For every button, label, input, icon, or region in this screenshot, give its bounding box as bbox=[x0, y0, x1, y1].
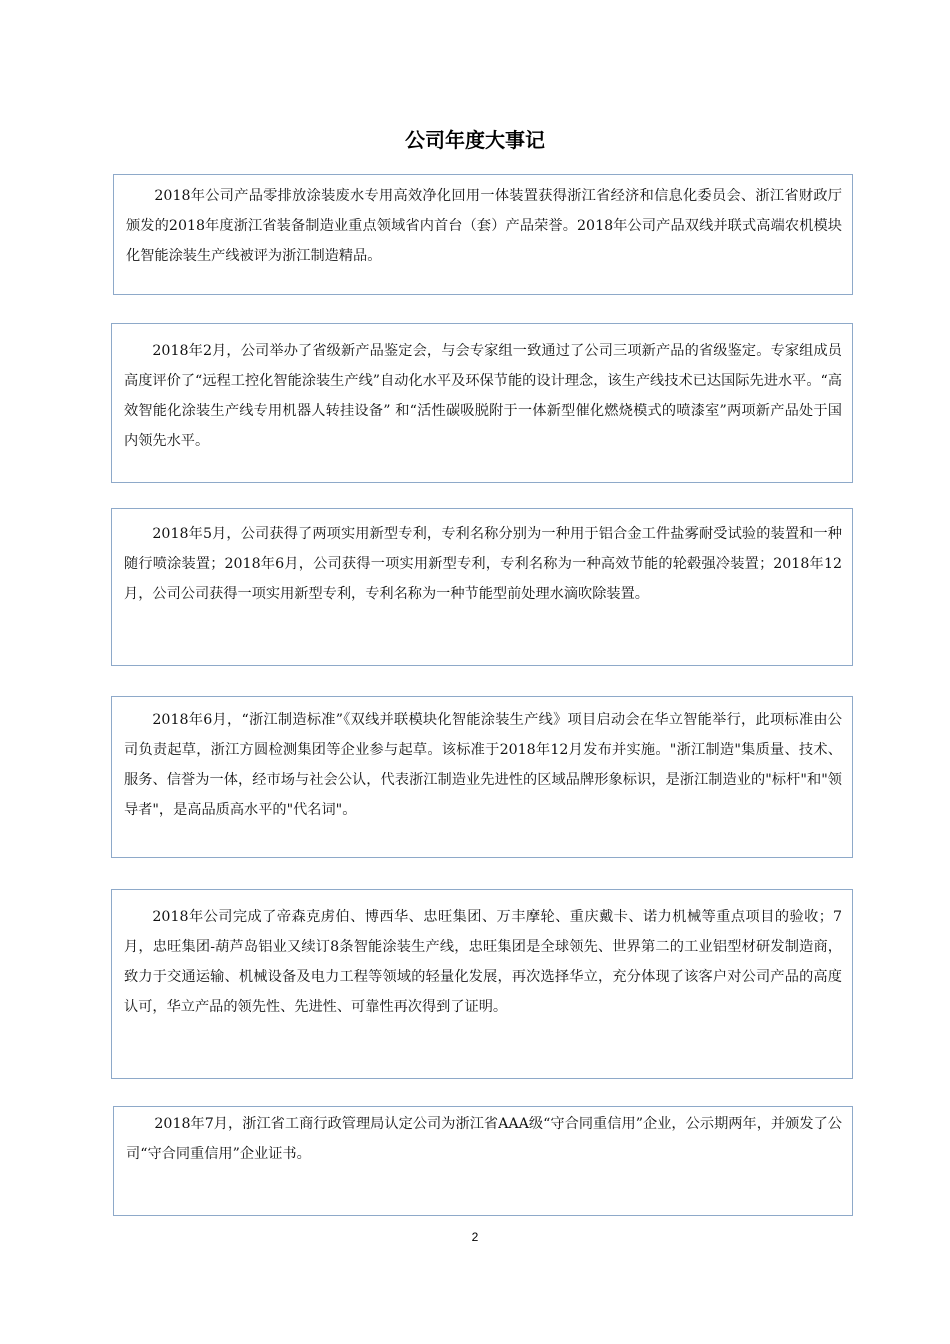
event-text: 2018年公司产品零排放涂装废水专用高效净化回用一体装置获得浙江省经济和信息化委员会、浙江省财政厅颁发的2018年度浙江省装备制造业重点领域省内首台（套）产品荣誉。2018年公司产品双线并联式高端农机模块化智能涂装生产线被评为浙江制造精品。 bbox=[126, 188, 842, 264]
event-text: 2018年2月，公司举办了省级新产品鉴定会，与会专家组一致通过了公司三项新产品的省级鉴定。专家组成员高度评价了“远程工控化智能涂装生产线”自动化水平及环保节能的设计理念，该生产线技术已达国际先进水平。“高效智能化涂装生产线专用机器人转挂设备” 和“活性碳吸脱附于一体新型催化燃烧模式的喷漆室”两项新产品处于国内领先水平。 bbox=[124, 343, 842, 449]
event-text: 2018年5月，公司获得了两项实用新型专利，专利名称分别为一种用于铝合金工件盐雾耐受试验的装置和一种随行喷涂装置；2018年6月，公司获得一项实用新型专利，专利名称为一种高效节能的轮毂强冷装置；2018年12月，公司公司获得一项实用新型专利，专利名称为一种节能型前处理水滴吹除装置。 bbox=[124, 526, 842, 602]
event-box-2018-project-acceptance bbox=[111, 889, 853, 1079]
event-text: 2018年6月，“浙江制造标准”《双线并联模块化智能涂装生产线》项目启动会在华立智能举行，此项标准由公司负责起草，浙江方圆检测集团等企业参与起草。该标准于2018年12月发布并实施。"浙江制造"集质量、技术、服务、信誉为一体，经市场与社会公认，代表浙江制造业先进性的区域品牌形象标识，是浙江制造业的"标杆"和"领导者"，是高品质高水平的"代名词"。 bbox=[124, 712, 842, 818]
event-text: 2018年公司完成了帝森克虏伯、博西华、忠旺集团、万丰摩轮、重庆戴卡、诺力机械等重点项目的验收；7月，忠旺集团-葫芦岛铝业又续订8条智能涂装生产线，忠旺集团是全球领先、世界第二的工业铝型材研发制造商，致力于交通运输、机械设备及电力工程等领域的轻量化发展，再次选择华立，充分体现了该客户对公司产品的高度认可，华立产品的领先性、先进性、可靠性再次得到了证明。 bbox=[124, 909, 842, 1015]
event-box-2018-february-product-appraisal bbox=[111, 323, 853, 483]
page-title: 公司年度大事记 bbox=[405, 128, 545, 152]
event-box-2018-utility-patents bbox=[111, 508, 853, 666]
event-box-2018-provincial-first-set-award bbox=[113, 174, 853, 295]
event-box-2018-june-zhejiang-standard bbox=[111, 696, 853, 858]
event-box-2018-july-credit-rating bbox=[113, 1106, 853, 1216]
page-number: 2 bbox=[471, 1230, 479, 1244]
event-text: 2018年7月，浙江省工商行政管理局认定公司为浙江省AAA级“守合同重信用”企业，公示期两年，并颁发了公司“守合同重信用”企业证书。 bbox=[126, 1116, 842, 1162]
